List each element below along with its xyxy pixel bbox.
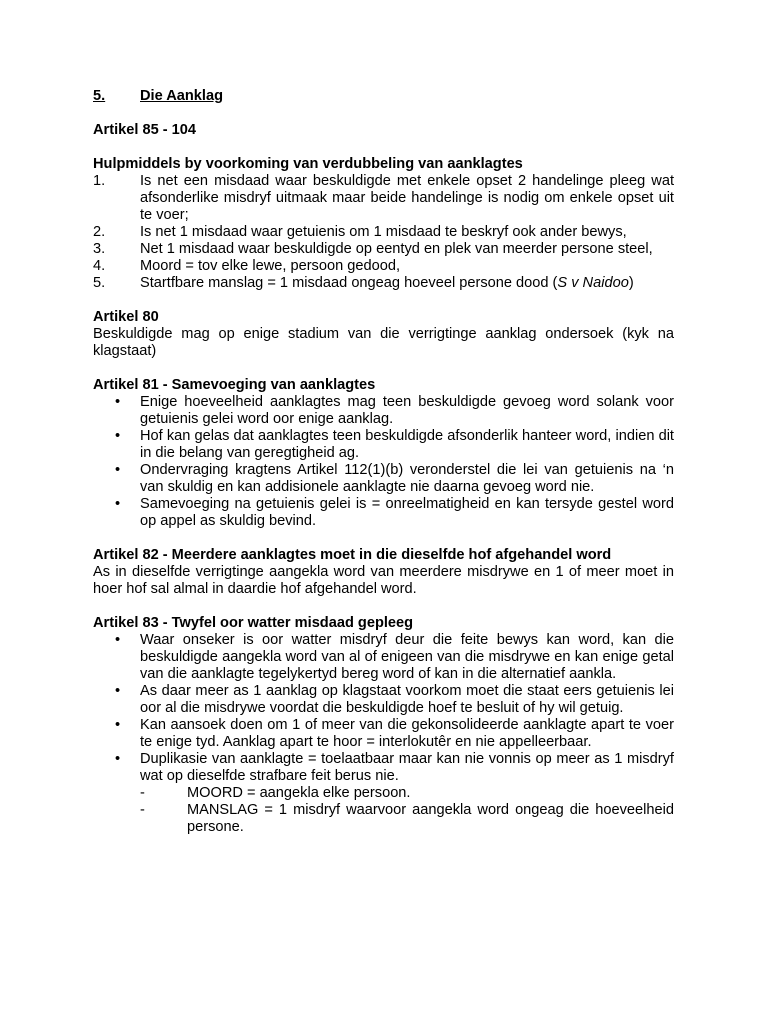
list-text [140, 751, 674, 836]
list-text: Ondervraging kragtens Artikel 112(1)(b) veronderstel die lei van getuienis na ‘n van skuldig en kan addisionele aanklagte nie daarna gevoeg word nie. [140, 462, 674, 495]
list-item [93, 717, 674, 751]
sublist-item [140, 785, 674, 802]
paragraph-artikel-80: Beskuldigde mag op enige stadium van die verrigtinge aanklag ondersoek (kyk na klagstaat) [93, 326, 674, 359]
numbered-list-hulpmiddels [93, 173, 674, 292]
bullet-icon: • [115, 394, 121, 410]
bullet-icon: • [115, 462, 121, 478]
sublist-text: MANSLAG = 1 misdryf waarvoor aangekla word ongeag die hoeveelheid persone. [187, 802, 674, 835]
list-text: Is net 1 misdaad waar getuienis om 1 misdaad te beskryf ook ander bewys, [140, 224, 627, 240]
list-number: 3. [93, 241, 106, 257]
list-text-main: Duplikasie van aanklagte = toelaatbaar maar kan nie vonnis op meer as 1 misdryf wat op dieselfde strafbare feit berus nie. [140, 751, 674, 784]
list-text: Kan aansoek doen om 1 of meer van die gekonsolideerde aanklagte apart te voer te enige tyd. Aanklag apart te hoor = interlokutêr en nie appelleerbaar. [140, 717, 674, 750]
list-item [93, 241, 674, 258]
list-item [93, 632, 674, 683]
list-item [93, 224, 674, 241]
list-text: Moord = tov elke lewe, persoon gedood, [140, 258, 401, 274]
bullet-list-artikel-81 [93, 394, 674, 530]
list-item [93, 496, 674, 530]
list-text: Waar onseker is oor watter misdryf deur die feite bewys kan word, kan die beskuldigde aangekla word van al of enigeen van die misdrywe en kan enige getal van die aanklagte tegelykertyd bereg word of kan in die alternatief aankla. [140, 632, 674, 682]
dash-marker: - [140, 802, 145, 818]
heading-artikel-85: Artikel 85 - 104 [93, 122, 197, 138]
bullet-icon: • [115, 496, 121, 512]
list-number: 1. [93, 173, 106, 189]
list-text: Is net een misdaad waar beskuldigde met enkele opset 2 handelinge pleeg wat afsonderlike misdryf uitmaak maar beide handelinge is nodig om enkele opset uit te voer; [140, 173, 674, 223]
list-text [140, 275, 674, 292]
dash-sublist [140, 785, 674, 836]
section-title-text: Die Aanklag [140, 88, 223, 104]
list-text-main: Startfbare manslag = 1 misdaad ongeag hoeveel persone dood ( [140, 275, 558, 291]
list-text: Samevoeging na getuienis gelei is = onreelmatigheid en kan tersyde gestel word op appel as skuldig bevind. [140, 496, 674, 529]
heading-hulpmiddels: Hulpmiddels by voorkoming van verdubbeling van aanklagtes [93, 156, 523, 172]
list-text: Hof kan gelas dat aanklagtes teen beskuldigde afsonderlik hanteer word, indien dit in die belang van geregtigheid ag. [140, 428, 674, 461]
bullet-icon: • [115, 632, 121, 648]
heading-artikel-83: Artikel 83 - Twyfel oor watter misdaad gepleeg [93, 615, 414, 631]
list-item [93, 751, 674, 836]
sublist-text: MOORD = aangekla elke persoon. [187, 785, 411, 801]
heading-artikel-82: Artikel 82 - Meerdere aanklagtes moet in die dieselfde hof afgehandel word [93, 547, 612, 563]
heading-artikel-80: Artikel 80 [93, 309, 159, 325]
bullet-icon: • [115, 717, 121, 733]
bullet-icon: • [115, 428, 121, 444]
list-text-close: ) [628, 275, 634, 291]
list-item [93, 275, 674, 292]
list-item [93, 683, 674, 717]
case-citation: S v Naidoo [557, 275, 629, 291]
list-text: Net 1 misdaad waar beskuldigde op eentyd en plek van meerder persone steel, [140, 241, 653, 257]
section-number: 5. [93, 88, 106, 104]
list-item [93, 258, 674, 275]
list-item [93, 173, 674, 224]
list-number: 5. [93, 275, 106, 291]
sublist-item [140, 802, 674, 836]
list-text: Enige hoeveelheid aanklagtes mag teen beskuldigde gevoeg word solank voor getuienis gelei word oor enige aanklag. [140, 394, 674, 427]
heading-artikel-81: Artikel 81 - Samevoeging van aanklagtes [93, 377, 376, 393]
list-item [93, 428, 674, 462]
bullet-icon: • [115, 683, 121, 699]
list-number: 2. [93, 224, 106, 240]
paragraph-artikel-82: As in dieselfde verrigtinge aangekla word van meerdere misdrywe en 1 of meer moet in hoer hof sal almal in daardie hof afgehandel word. [93, 564, 674, 597]
list-text: As daar meer as 1 aanklag op klagstaat voorkom moet die staat eers getuienis lei oor al die misdrywe voordat die beskuldigde hoef te besluit of hy wil getuig. [140, 683, 674, 716]
list-item [93, 462, 674, 496]
section-title [93, 88, 674, 105]
list-item [93, 394, 674, 428]
dash-marker: - [140, 785, 145, 801]
bullet-list-artikel-83 [93, 632, 674, 836]
bullet-icon: • [115, 751, 121, 767]
list-number: 4. [93, 258, 106, 274]
